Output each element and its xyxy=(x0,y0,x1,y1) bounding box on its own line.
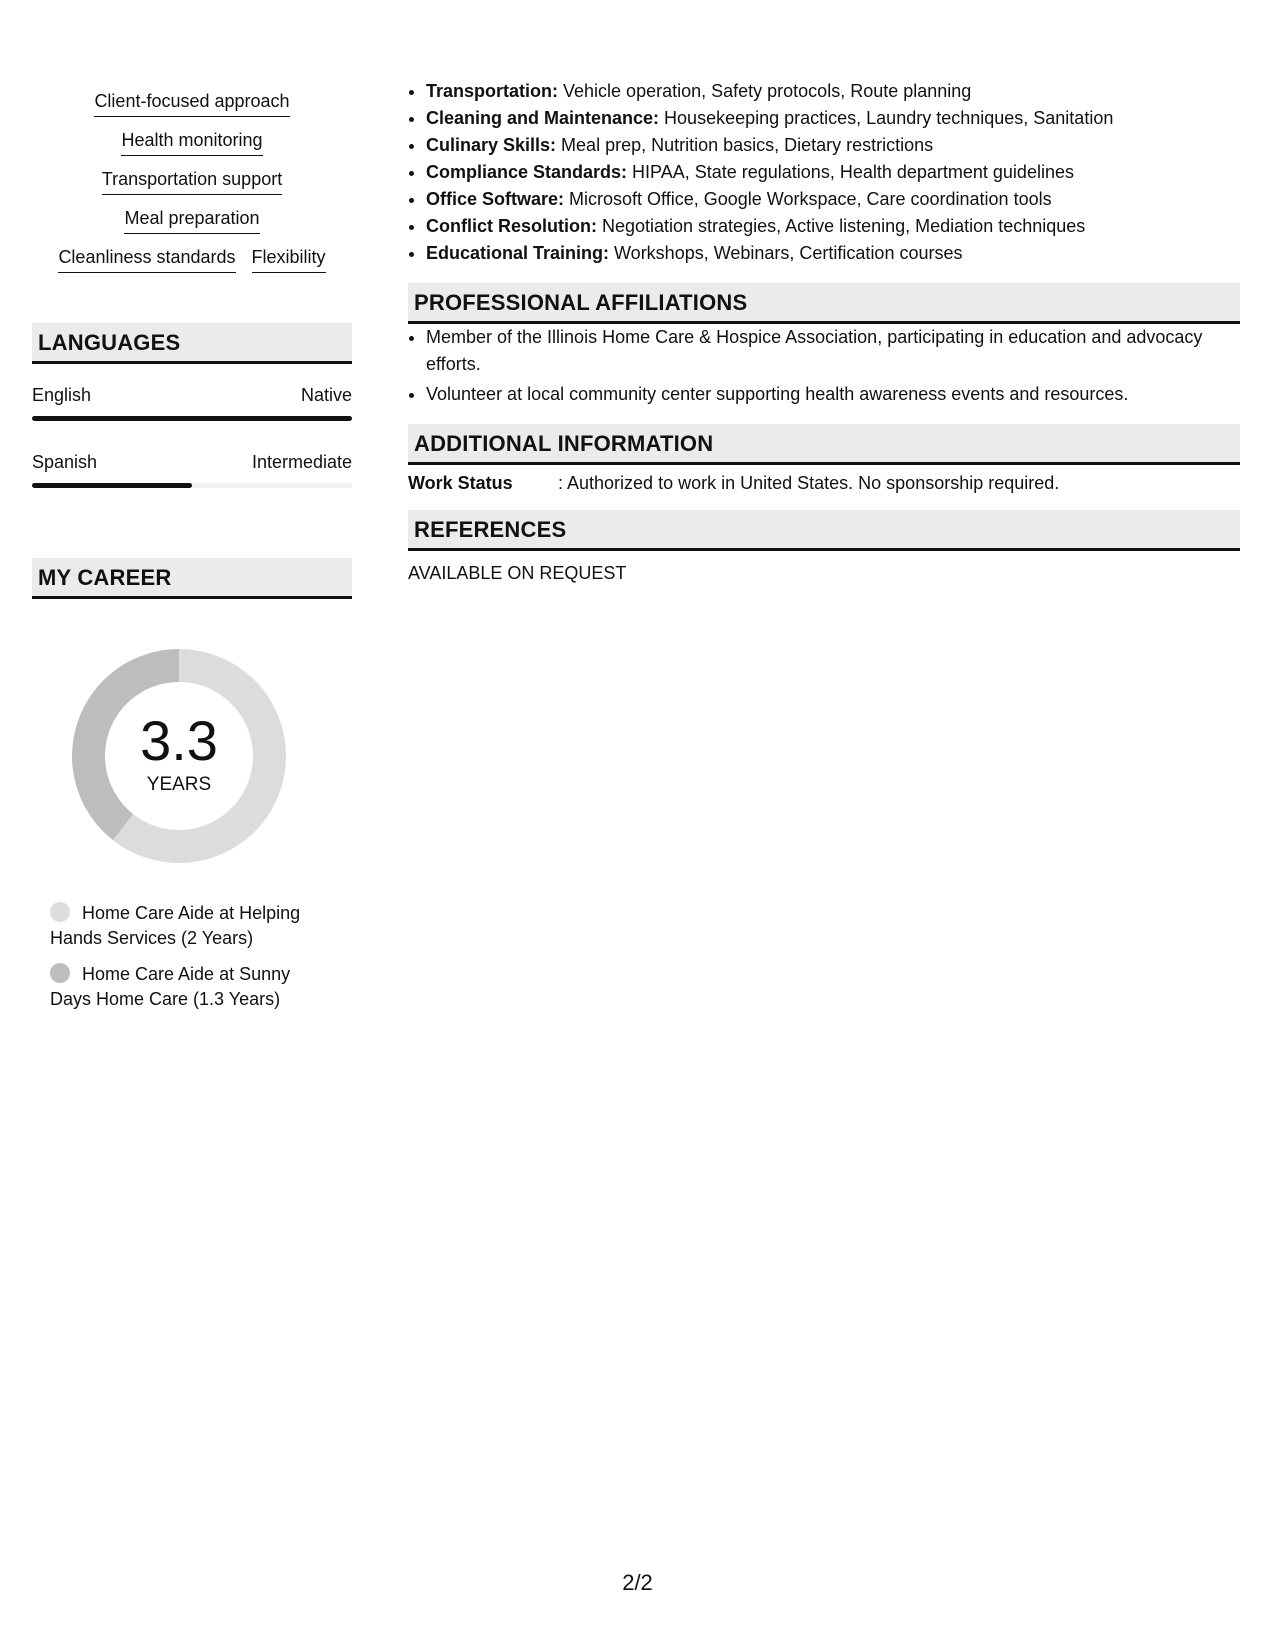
career-legend-label: Home Care Aide at Sunny Days Home Care (1.3 Years) xyxy=(50,964,291,1009)
skills-list-item xyxy=(426,186,1240,213)
skills-list-item xyxy=(426,78,1240,105)
skills-list xyxy=(408,78,1240,267)
affiliations-list xyxy=(408,324,1240,408)
language-item xyxy=(32,451,352,488)
skill-category: Cleaning and Maintenance: xyxy=(426,108,660,128)
references-text: AVAILABLE ON REQUEST xyxy=(408,563,627,583)
work-status-label: Work Status xyxy=(408,473,513,493)
right-column xyxy=(408,78,1240,584)
skill-tag: Health monitoring xyxy=(121,129,262,156)
skill-tag: Cleanliness standards xyxy=(58,246,235,273)
legend-dot xyxy=(50,902,70,922)
language-bar-fill xyxy=(32,483,192,488)
career-legend xyxy=(50,901,320,1012)
skills-list-item xyxy=(426,159,1240,186)
career-donut xyxy=(64,641,294,871)
references-section xyxy=(408,510,1240,584)
career-legend-label: Home Care Aide at Helping Hands Services (2 Years) xyxy=(50,903,301,948)
skill-category: Transportation: xyxy=(426,81,559,101)
career-unit: YEARS xyxy=(146,774,212,795)
language-level: Native xyxy=(300,385,352,405)
skills-list-item xyxy=(426,213,1240,240)
affiliations-heading: PROFESSIONAL AFFILIATIONS xyxy=(408,283,1240,324)
languages-heading: LANGUAGES xyxy=(32,323,352,364)
language-name: Spanish xyxy=(32,452,98,472)
left-column xyxy=(32,78,352,1023)
skill-details: Microsoft Office, Google Workspace, Care coordination tools xyxy=(564,189,1052,209)
skills-list-item xyxy=(426,132,1240,159)
skill-category: Culinary Skills: xyxy=(426,135,557,155)
skill-category: Conflict Resolution: xyxy=(426,216,597,236)
legend-dot xyxy=(50,963,70,983)
skill-category: Compliance Standards: xyxy=(426,162,628,182)
skill-tag: Meal preparation xyxy=(124,207,259,234)
skill-tag: Client-focused approach xyxy=(94,90,289,117)
skill-details: Vehicle operation, Safety protocols, Route planning xyxy=(558,81,972,101)
career-legend-item xyxy=(50,962,320,1012)
affiliations-section xyxy=(408,283,1240,408)
skill-details: Meal prep, Nutrition basics, Dietary restrictions xyxy=(556,135,934,155)
affiliation-item: • Volunteer at local community center supporting health awareness events and resources. xyxy=(426,381,1240,408)
skill-details: Negotiation strategies, Active listening, Mediation techniques xyxy=(596,216,1086,236)
career-legend-item xyxy=(50,901,320,951)
career-total: 3.3 xyxy=(140,709,218,772)
skills-list-item xyxy=(426,240,1240,267)
page-number: 2/2 xyxy=(622,1570,653,1595)
skill-details: HIPAA, State regulations, Health department guidelines xyxy=(627,162,1074,182)
languages-section xyxy=(32,323,352,488)
language-bar xyxy=(32,416,352,421)
skills-list-item xyxy=(426,105,1240,132)
affiliation-item: • Member of the Illinois Home Care & Hospice Association, participating in education and advocacy efforts. xyxy=(426,324,1240,378)
skill-category: Office Software: xyxy=(426,189,565,209)
language-bar-fill xyxy=(32,416,352,421)
language-item xyxy=(32,384,352,421)
skill-category: Educational Training: xyxy=(426,243,610,263)
work-status-row xyxy=(408,473,1240,494)
career-heading: MY CAREER xyxy=(32,558,352,599)
language-name: English xyxy=(32,385,92,405)
language-bar xyxy=(32,483,352,488)
references-heading: REFERENCES xyxy=(408,510,1240,551)
skill-details: Housekeeping practices, Laundry techniques, Sanitation xyxy=(659,108,1114,128)
career-section xyxy=(32,558,352,1012)
language-level: Intermediate xyxy=(251,452,352,472)
skill-tag: Transportation support xyxy=(102,168,282,195)
additional-section xyxy=(408,424,1240,494)
skills-tags xyxy=(32,78,352,273)
skill-details: Workshops, Webinars, Certification courses xyxy=(609,243,963,263)
skill-tag: Flexibility xyxy=(252,246,326,273)
work-status-value: : Authorized to work in United States. No sponsorship required. xyxy=(558,473,1060,493)
additional-heading: ADDITIONAL INFORMATION xyxy=(408,424,1240,465)
